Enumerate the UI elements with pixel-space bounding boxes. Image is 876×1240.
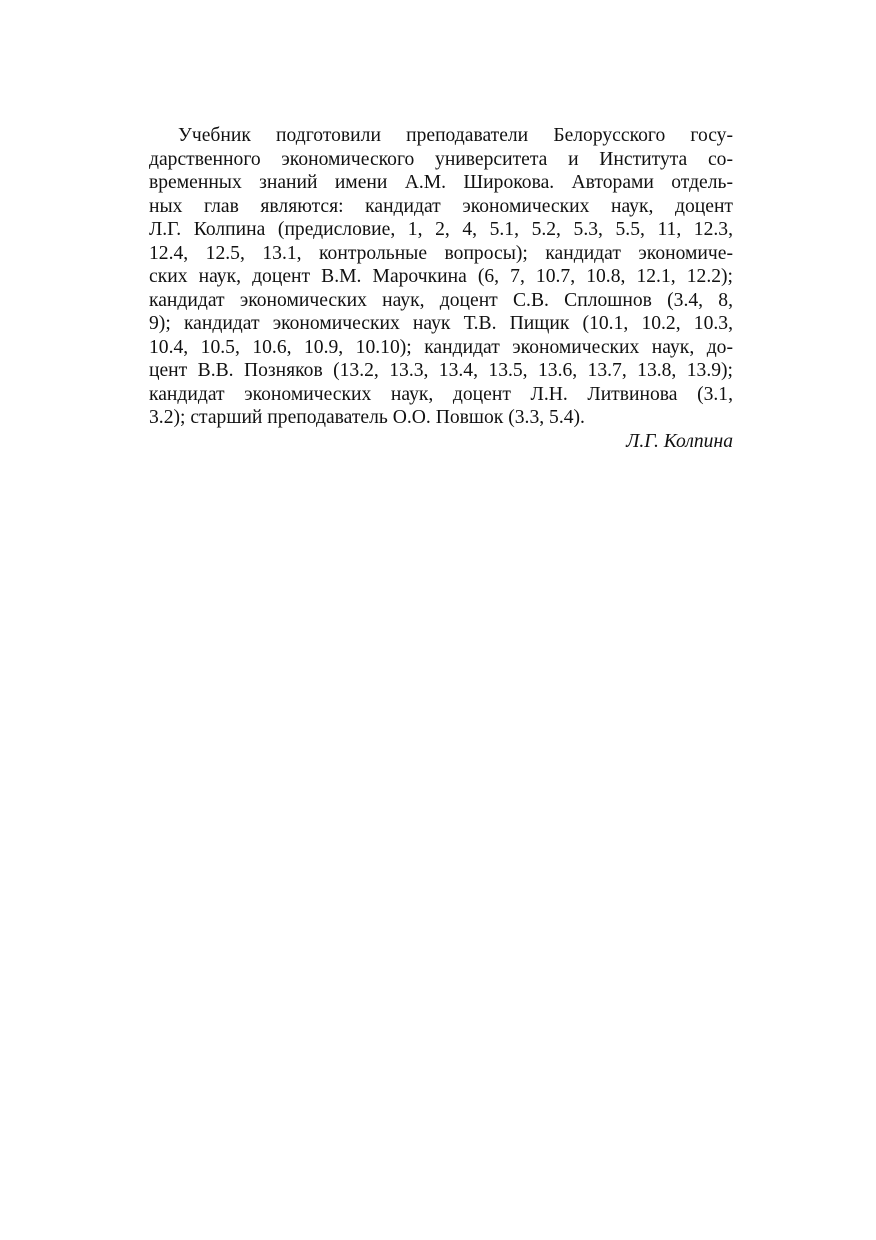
paragraph-line: дарственного экономического университета и Института со- xyxy=(149,148,733,170)
paragraph-line: кандидат экономических наук, доцент Л.Н. Литвинова (3.1, xyxy=(149,383,733,405)
paragraph-line: Учебник подготовили преподаватели Белорусского госу- xyxy=(178,125,733,146)
paragraph-line: ских наук, доцент В.М. Марочкина (6, 7, 10.7, 10.8, 12.1, 12.2); xyxy=(149,266,733,287)
paragraph-line: ных глав являются: кандидат экономических наук, доцент xyxy=(149,195,733,217)
paragraph-line: цент В.В. Позняков (13.2, 13.3, 13.4, 13.5, 13.6, 13.7, 13.8, 13.9); xyxy=(149,360,733,381)
paragraph-line: 12.4, 12.5, 13.1, контрольные вопросы); кандидат экономиче- xyxy=(149,242,733,264)
paragraph-line: 10.4, 10.5, 10.6, 10.9, 10.10); кандидат экономических наук, до- xyxy=(149,336,733,358)
paragraph-line: 9); кандидат экономических наук Т.В. Пищик (10.1, 10.2, 10.3, xyxy=(149,313,733,334)
paragraph-line: Л.Г. Колпина (предисловие, 1, 2, 4, 5.1, 5.2, 5.3, 5.5, 11, 12.3, xyxy=(149,219,733,240)
author-signature: Л.Г. Колпина xyxy=(626,430,733,452)
paragraph-line: 3.2); старший преподаватель О.О. Повшок (3.3, 5.4). xyxy=(149,407,585,428)
paragraph-line: временных знаний имени А.М. Широкова. Авторами отдель- xyxy=(149,172,733,193)
paragraph-line: кандидат экономических наук, доцент С.В. Сплошнов (3.4, 8, xyxy=(149,289,733,311)
preface-paragraph xyxy=(149,124,733,453)
